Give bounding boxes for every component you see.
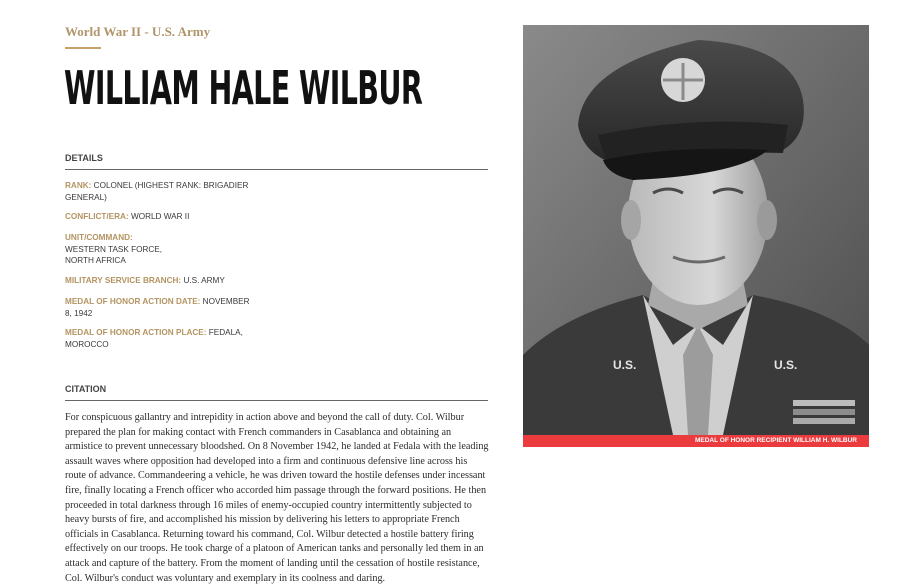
citation-text: For conspicuous gallantry and intrepidity in action above and beyond the call of duty. Col. Wilbur prepared the plan for making contact with French commanders in Casablanca and obtaining an armistice to prevent unnecessary bloodshed. On 8 November 1942, he landed at Fedala with the leading assault waves where opposition had developed into a firm and continuous defensive line across his route of advance. Commandeering a vehicle, he was driven toward the hostile defenses under incessant fire, finally locating a French officer who accorded him passage through the forward positions. He then proceeded in total darkness through 16 miles of enemy-occupied country intermittently subjected to heavy bursts of fire, and accomplished his mission by delivering his letters to appropriate French officials in Casablanca. Returning toward his command, Col. Wilbur detected a hostile battery firing effectively on our troops. He took charge of a platoon of American tanks and personally led them in an attack and capture of the battery. From the moment of landing until the cessation of hostile resistance, Col. Wilbur's conduct was voluntary and exemplary in its coolness and daring. xyxy=(65,412,489,584)
detail-unit xyxy=(65,232,175,267)
photo-caption-bar xyxy=(523,435,869,447)
portrait-illustration xyxy=(523,25,869,435)
era-label: World War II - U.S. Army xyxy=(65,24,211,39)
detail-unit-label: UNIT/COMMAND: xyxy=(65,233,133,242)
detail-rank-label: RANK: xyxy=(65,181,92,190)
detail-rank-value: COLONEL (HIGHEST RANK: BRIGADIER GENERAL) xyxy=(65,181,249,202)
portrait-photo xyxy=(523,25,869,435)
detail-branch-value: U.S. ARMY xyxy=(183,276,225,285)
photo-caption: MEDAL OF HONOR RECIPIENT WILLIAM H. WILBUR xyxy=(694,437,857,444)
detail-action-date xyxy=(65,296,250,319)
collar-insignia-right: U.S. xyxy=(774,358,798,372)
detail-conflict-label: CONFLICT/ERA: xyxy=(65,212,129,221)
detail-conflict xyxy=(65,211,250,223)
collar-insignia-left: U.S. xyxy=(613,358,637,372)
detail-branch-label: MILITARY SERVICE BRANCH: xyxy=(65,276,182,285)
detail-unit-value: WESTERN TASK FORCE, NORTH AFRICA xyxy=(65,244,163,265)
detail-action-place-value: FEDALA, MOROCCO xyxy=(65,328,243,349)
detail-conflict-value: WORLD WAR II xyxy=(130,212,190,221)
recipient-name: WILLIAM HALE WILBUR xyxy=(64,61,423,115)
detail-branch xyxy=(65,275,250,287)
detail-action-date-value: NOVEMBER 8, 1942 xyxy=(65,297,250,318)
era-divider xyxy=(65,47,101,49)
detail-action-place xyxy=(65,327,250,350)
detail-action-place-label: MEDAL OF HONOR ACTION PLACE: xyxy=(65,328,207,337)
details-heading: DETAILS xyxy=(65,153,488,170)
citation-heading: CITATION xyxy=(65,384,488,401)
detail-action-date-label: MEDAL OF HONOR ACTION DATE: xyxy=(65,297,201,306)
detail-rank xyxy=(65,180,250,203)
